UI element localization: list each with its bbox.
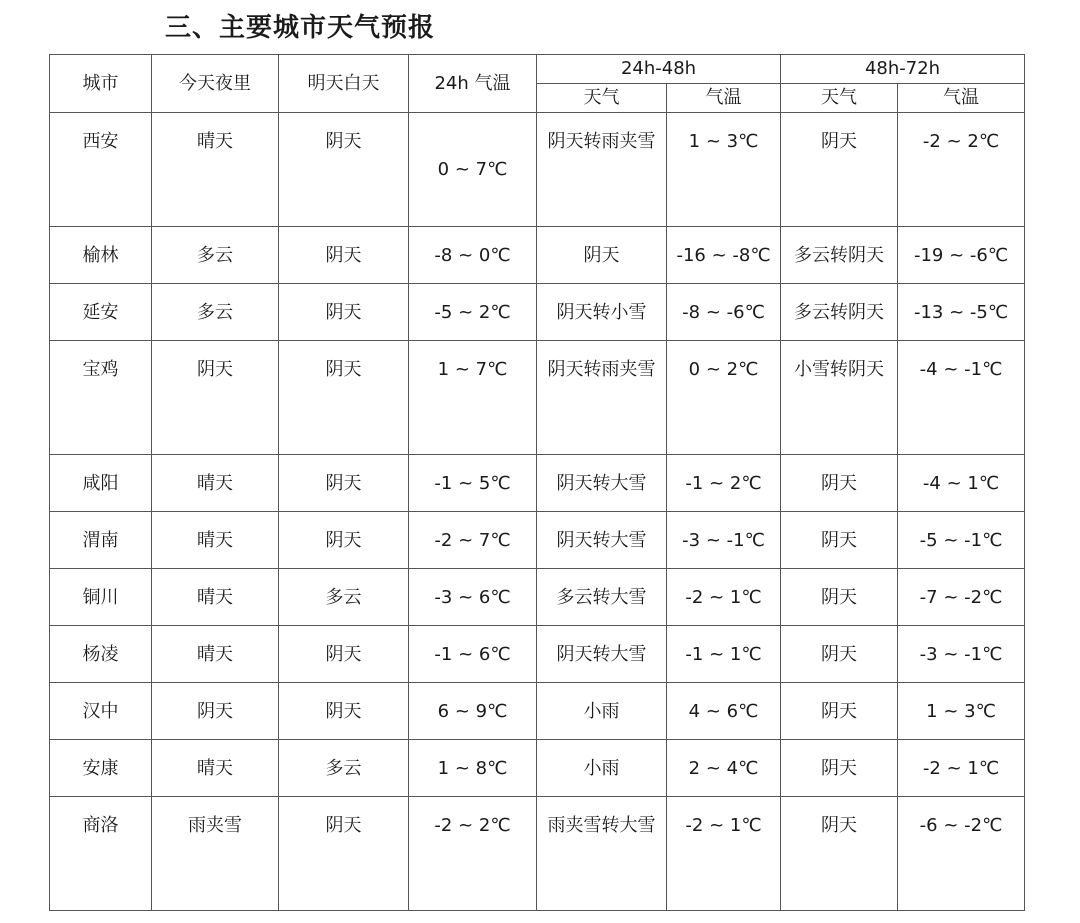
cell-city: 杨凌 <box>50 626 152 683</box>
cell-weather-48h: 小雨 <box>537 740 667 797</box>
cell-weather-48h: 阴天转大雪 <box>537 512 667 569</box>
cell-city: 榆林 <box>50 227 152 284</box>
table-row <box>50 455 1025 512</box>
cell-temp-72h: -19 ~ -6℃ <box>898 227 1025 284</box>
cell-temp-48h: -16 ~ -8℃ <box>667 227 781 284</box>
cell-temp-24h: -1 ~ 5℃ <box>409 455 537 512</box>
table-row <box>50 569 1025 626</box>
cell-weather-72h: 阴天 <box>781 797 898 911</box>
cell-city: 安康 <box>50 740 152 797</box>
cell-city: 延安 <box>50 284 152 341</box>
cell-weather-48h: 雨夹雪转大雪 <box>537 797 667 911</box>
header-temp-48h: 气温 <box>667 84 781 113</box>
cell-temp-24h: -8 ~ 0℃ <box>409 227 537 284</box>
cell-tonight: 晴天 <box>152 512 279 569</box>
table-row <box>50 512 1025 569</box>
cell-temp-24h: -5 ~ 2℃ <box>409 284 537 341</box>
cell-temp-72h: -2 ~ 1℃ <box>898 740 1025 797</box>
cell-tomorrow: 阴天 <box>279 683 409 740</box>
header-group-48-72h: 48h-72h <box>781 55 1025 84</box>
cell-temp-72h: -13 ~ -5℃ <box>898 284 1025 341</box>
cell-weather-48h: 阴天转小雪 <box>537 284 667 341</box>
cell-weather-72h: 多云转阴天 <box>781 284 898 341</box>
cell-weather-72h: 阴天 <box>781 740 898 797</box>
cell-temp-72h: -2 ~ 2℃ <box>898 113 1025 227</box>
cell-tonight: 多云 <box>152 227 279 284</box>
table-row <box>50 227 1025 284</box>
cell-weather-72h: 阴天 <box>781 626 898 683</box>
cell-tonight: 晴天 <box>152 113 279 227</box>
cell-tonight: 阴天 <box>152 683 279 740</box>
cell-city: 商洛 <box>50 797 152 911</box>
table-row <box>50 341 1025 455</box>
cell-temp-24h: -2 ~ 7℃ <box>409 512 537 569</box>
cell-temp-24h: 1 ~ 7℃ <box>409 341 537 455</box>
cell-city: 咸阳 <box>50 455 152 512</box>
cell-temp-48h: -1 ~ 1℃ <box>667 626 781 683</box>
cell-tonight: 阴天 <box>152 341 279 455</box>
table-row <box>50 683 1025 740</box>
cell-temp-24h: 0 ~ 7℃ <box>409 113 537 227</box>
cell-weather-48h: 多云转大雪 <box>537 569 667 626</box>
cell-city: 铜川 <box>50 569 152 626</box>
header-weather-72h: 天气 <box>781 84 898 113</box>
cell-temp-72h: -4 ~ 1℃ <box>898 455 1025 512</box>
cell-weather-72h: 阴天 <box>781 455 898 512</box>
cell-temp-72h: -6 ~ -2℃ <box>898 797 1025 911</box>
cell-weather-72h: 多云转阴天 <box>781 227 898 284</box>
cell-tomorrow: 阴天 <box>279 341 409 455</box>
table-row <box>50 626 1025 683</box>
cell-city: 渭南 <box>50 512 152 569</box>
page-title: 三、主要城市天气预报 <box>165 13 436 43</box>
table-row <box>50 113 1025 227</box>
cell-temp-48h: -2 ~ 1℃ <box>667 569 781 626</box>
cell-tonight: 晴天 <box>152 569 279 626</box>
cell-temp-48h: 0 ~ 2℃ <box>667 341 781 455</box>
cell-tonight: 晴天 <box>152 740 279 797</box>
cell-tomorrow: 阴天 <box>279 455 409 512</box>
cell-tomorrow: 多云 <box>279 740 409 797</box>
cell-tonight: 晴天 <box>152 455 279 512</box>
cell-city: 西安 <box>50 113 152 227</box>
cell-tomorrow: 阴天 <box>279 797 409 911</box>
cell-temp-48h: -3 ~ -1℃ <box>667 512 781 569</box>
cell-temp-72h: -3 ~ -1℃ <box>898 626 1025 683</box>
cell-weather-72h: 小雪转阴天 <box>781 341 898 455</box>
cell-tonight: 雨夹雪 <box>152 797 279 911</box>
header-tonight: 今天夜里 <box>152 55 279 113</box>
forecast-table <box>49 54 1025 911</box>
cell-tomorrow: 多云 <box>279 569 409 626</box>
cell-tomorrow: 阴天 <box>279 227 409 284</box>
cell-tonight: 晴天 <box>152 626 279 683</box>
cell-temp-24h: -3 ~ 6℃ <box>409 569 537 626</box>
cell-city: 汉中 <box>50 683 152 740</box>
cell-temp-72h: -5 ~ -1℃ <box>898 512 1025 569</box>
cell-temp-48h: 2 ~ 4℃ <box>667 740 781 797</box>
cell-tonight: 多云 <box>152 284 279 341</box>
header-temp-72h: 气温 <box>898 84 1025 113</box>
table-row <box>50 740 1025 797</box>
header-city: 城市 <box>50 55 152 113</box>
header-weather-48h: 天气 <box>537 84 667 113</box>
cell-temp-72h: -7 ~ -2℃ <box>898 569 1025 626</box>
cell-weather-72h: 阴天 <box>781 569 898 626</box>
cell-temp-48h: -8 ~ -6℃ <box>667 284 781 341</box>
cell-tomorrow: 阴天 <box>279 512 409 569</box>
table-row <box>50 284 1025 341</box>
cell-temp-48h: 1 ~ 3℃ <box>667 113 781 227</box>
cell-weather-48h: 阴天转大雪 <box>537 626 667 683</box>
header-temp-24h: 24h 气温 <box>409 55 537 113</box>
cell-temp-48h: -2 ~ 1℃ <box>667 797 781 911</box>
cell-temp-48h: -1 ~ 2℃ <box>667 455 781 512</box>
cell-weather-48h: 小雨 <box>537 683 667 740</box>
cell-weather-72h: 阴天 <box>781 113 898 227</box>
cell-weather-48h: 阴天转大雪 <box>537 455 667 512</box>
cell-temp-24h: -2 ~ 2℃ <box>409 797 537 911</box>
cell-weather-48h: 阴天转雨夹雪 <box>537 341 667 455</box>
cell-tomorrow: 阴天 <box>279 284 409 341</box>
cell-tomorrow: 阴天 <box>279 626 409 683</box>
cell-temp-24h: 1 ~ 8℃ <box>409 740 537 797</box>
cell-temp-48h: 4 ~ 6℃ <box>667 683 781 740</box>
cell-weather-72h: 阴天 <box>781 512 898 569</box>
cell-tomorrow: 阴天 <box>279 113 409 227</box>
cell-city: 宝鸡 <box>50 341 152 455</box>
cell-temp-24h: -1 ~ 6℃ <box>409 626 537 683</box>
cell-weather-48h: 阴天 <box>537 227 667 284</box>
cell-temp-24h: 6 ~ 9℃ <box>409 683 537 740</box>
cell-weather-72h: 阴天 <box>781 683 898 740</box>
cell-weather-48h: 阴天转雨夹雪 <box>537 113 667 227</box>
header-tomorrow-day: 明天白天 <box>279 55 409 113</box>
cell-temp-72h: 1 ~ 3℃ <box>898 683 1025 740</box>
table-row <box>50 797 1025 911</box>
cell-temp-72h: -4 ~ -1℃ <box>898 341 1025 455</box>
header-group-24-48h: 24h-48h <box>537 55 781 84</box>
